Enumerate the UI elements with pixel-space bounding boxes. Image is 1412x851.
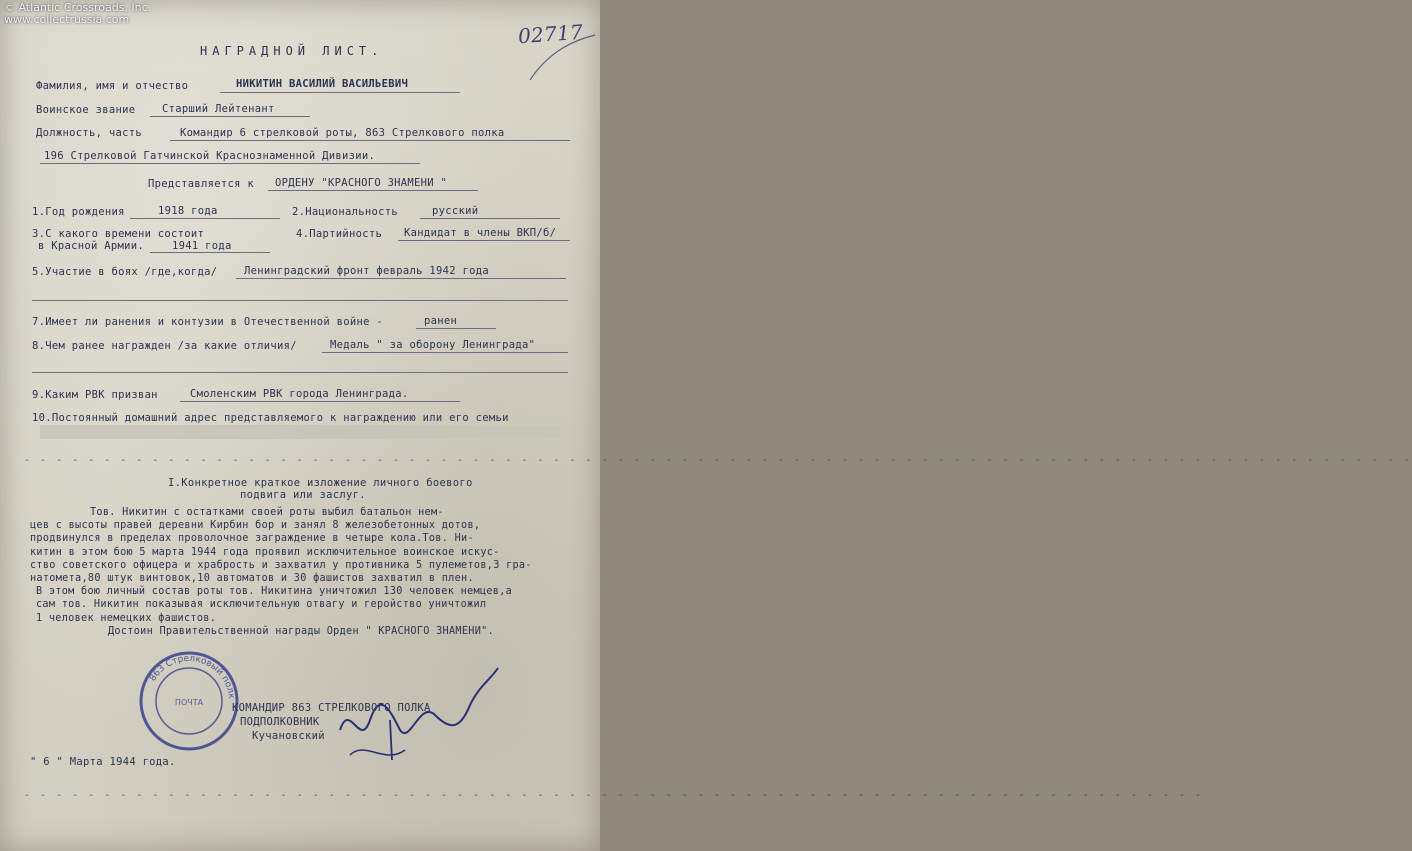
wounds-label: 7.Имеет ли ранения и контузии в Отечественной войне -	[32, 316, 383, 328]
service-label-continued: в Красной Армии.	[38, 240, 144, 252]
name-label: Фамилия, имя и отчество	[36, 80, 189, 92]
party-label: 4.Партийность	[296, 228, 383, 240]
birth-year-label: 1.Год рождения	[32, 206, 125, 218]
wounds-value: ранен	[424, 315, 458, 327]
copyright-watermark	[4, 2, 151, 26]
watermark-line-1: © Atlantic Crossroads, Inc.	[4, 1, 152, 14]
nationality-label: 2.Национальность	[292, 206, 398, 218]
previous-awards-value: Медаль " за оборону Ленинграда"	[330, 339, 536, 351]
name-value: НИКИТИН ВАСИЛИЙ ВАСИЛЬЕВИЧ	[236, 78, 409, 90]
post-value-continued: 196 Стрелковой Гатчинской Краснознаменной Дивизии.	[44, 150, 376, 162]
rvk-value: Смоленским РВК города Ленинграда.	[190, 388, 409, 400]
previous-awards-label: 8.Чем ранее награжден /за какие отличия/	[32, 340, 297, 352]
pencil-mark	[520, 30, 600, 90]
service-value: 1941 года	[172, 240, 232, 252]
award-label: Представляется к	[148, 178, 254, 190]
rvk-label: 9.Каким РВК призван	[32, 389, 158, 401]
nationality-value: русский	[432, 205, 479, 217]
summary-line: сам тов. Никитин показывая исключительную отвагу и геройство уничтожил	[36, 599, 487, 611]
commander-name: Кучановский	[252, 730, 325, 742]
summary-line: цев с высоты правей деревни Кирбин бор и занял 8 железобетонных дотов,	[30, 520, 481, 532]
summary-line: 1 человек немецких фашистов.	[36, 612, 217, 624]
rank-value: Старший Лейтенант	[162, 103, 275, 115]
address-label: 10.Постоянный домашний адрес представляемого к награждению или его семьи	[32, 412, 509, 424]
document-title: НАГРАДНОЙ ЛИСТ.	[200, 44, 384, 58]
summary-heading-2: подвига или заслуг.	[240, 489, 366, 501]
regiment-seal-stamp	[138, 650, 240, 752]
summary-heading-1: I.Конкретное краткое изложение личного боевого	[168, 477, 473, 489]
post-label: Должность, часть	[36, 127, 142, 139]
redaction-bar	[40, 425, 560, 439]
summary-line: В этом бою личный состав роты тов. Никитина уничтожил 130 человек немцев,а	[36, 586, 513, 598]
stamp-inner-text: ПОЧТА	[174, 698, 204, 707]
dotted-separator: - - - - - - - - - - - - - - - - - - - - - - - - - - - - - - - - - - - - - - - - - - - - - - - - - - - - - - - - - - - - - - - - - - - - - - - - - - - - - - - - - - - - - - -	[24, 455, 1412, 466]
summary-line: натомета,80 штук винтовок,10 автоматов и 30 фашистов захватил в плен.	[30, 573, 474, 584]
service-label: 3.С какого времени состоит	[32, 228, 205, 240]
combat-value: Ленинградский фронт февраль 1942 года	[244, 265, 489, 277]
watermark-line-2: www.collectrussia.com	[4, 13, 130, 26]
party-value: Кандидат в члены ВКП/б/	[404, 227, 557, 239]
summary-line: Тов. Никитин с остатками своей роты выбил батальон нем-	[90, 507, 444, 518]
summary-line: продвинулся в пределах проволочное заграждение в четыре кола.Тов. Ни-	[30, 533, 474, 545]
document-date: " 6 " Марта 1944 года.	[30, 756, 176, 768]
stamp-ring-text: 863 Стрелковый полк	[147, 653, 236, 700]
commander-title: КОМАНДИР 863 СТРЕЛКОВОГО ПОЛКА	[232, 702, 431, 714]
award-value: ОРДЕНУ "КРАСНОГО ЗНАМЕНИ "	[275, 177, 448, 189]
combat-label: 5.Участие в боях /где,когда/	[32, 266, 218, 278]
post-value: Командир 6 стрелковой роты, 863 Стрелкового полка	[180, 127, 505, 139]
handwritten-signature	[330, 660, 505, 780]
rank-label: Воинское звание	[36, 104, 136, 116]
commander-rank: ПОДПОЛКОВНИК	[240, 716, 320, 728]
summary-line: Достоин Правительственной награды Орден " КРАСНОГО ЗНАМЕНИ".	[108, 625, 495, 637]
serial-number: 02717	[517, 19, 584, 49]
summary-line: ство советского офицера и храбрость и захватил у противника 5 пулеметов,3 гра-	[30, 559, 532, 571]
bottom-separator: - - - - - - - - - - - - - - - - - - - - - - - - - - - - - - - - - - - - - - - - - - - - - - - - - - - - - - - - - - - - - - - - - - - - - - - - - -	[24, 790, 1204, 801]
birth-year-value: 1918 года	[158, 205, 218, 217]
summary-line: китин в этом бою 5 марта 1944 года проявил исключительное воинское искус-	[30, 546, 500, 558]
